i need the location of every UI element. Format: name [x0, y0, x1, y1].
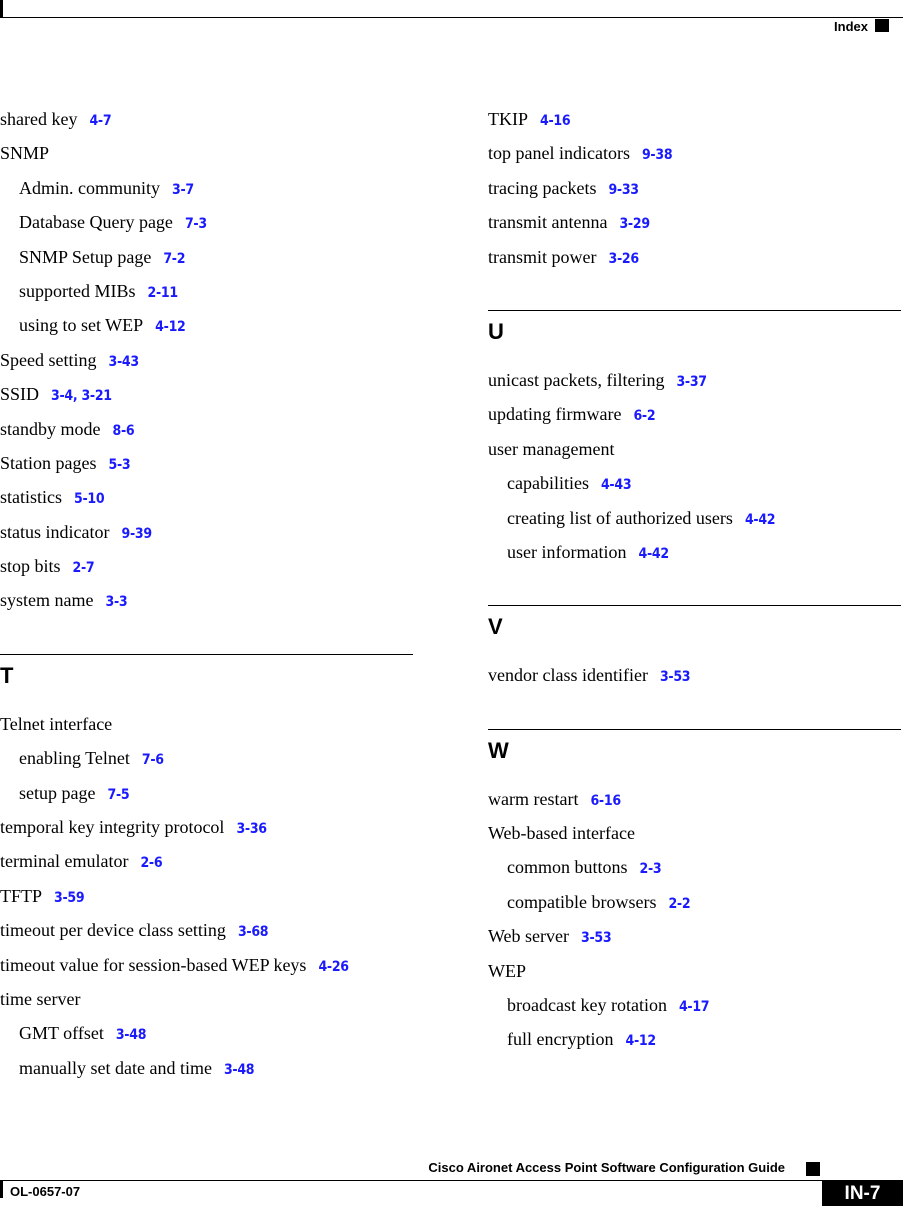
index-entry [0, 585, 413, 619]
index-entry [0, 379, 413, 413]
index-term: using to set WEP [19, 315, 144, 336]
index-term: statistics [0, 487, 62, 508]
index-term: enabling Telnet [19, 748, 130, 769]
index-entry [488, 399, 901, 433]
page-reference-link[interactable]: 6-16 [590, 792, 621, 809]
index-entry [488, 434, 901, 468]
index-entry [488, 956, 901, 990]
index-entry [0, 517, 413, 551]
header-title: Index [834, 19, 868, 34]
index-entry [488, 242, 901, 276]
section-letter: V [488, 614, 503, 640]
page-reference-link[interactable]: 4-7 [89, 113, 112, 129]
page-reference-link[interactable]: 2-7 [72, 560, 95, 577]
index-entry [488, 660, 901, 694]
page-reference-link[interactable]: 5-3 [108, 456, 131, 473]
index-term: time server [0, 988, 81, 1009]
index-entry [0, 846, 413, 880]
index-term: Admin. community [19, 177, 160, 198]
index-term: Web-based interface [488, 823, 635, 844]
section-heading [0, 654, 413, 709]
index-term: temporal key integrity protocol [0, 817, 225, 838]
index-subentry [488, 1024, 901, 1058]
index-entry [488, 365, 901, 399]
index-subentry [0, 1018, 413, 1052]
section-letter: W [488, 737, 509, 763]
page-reference-link[interactable]: 4-26 [318, 958, 349, 975]
index-term: top panel indicators [488, 143, 630, 164]
index-subentry [0, 1053, 413, 1087]
index-term: WEP [488, 960, 526, 981]
page-reference-link[interactable]: 2-11 [147, 284, 178, 301]
index-entry [0, 345, 413, 379]
index-term: vendor class identifier [488, 665, 648, 686]
footer-page-number: IN-7 [822, 1181, 903, 1206]
index-term: Station pages [0, 452, 97, 473]
index-term: Telnet interface [0, 713, 113, 734]
section-heading [488, 310, 901, 365]
index-term: common buttons [507, 857, 628, 878]
page-reference-link[interactable]: 2-6 [140, 855, 163, 872]
index-term: full encryption [507, 1029, 614, 1050]
header-rule [0, 17, 903, 18]
index-entry [488, 818, 901, 852]
index-entry [0, 812, 413, 846]
index-subentry [0, 743, 413, 777]
page-reference-link[interactable]: 4-42 [744, 511, 776, 528]
page-reference-link[interactable]: 7-2 [163, 250, 186, 267]
index-entry [0, 104, 413, 138]
page-reference-link[interactable]: 3-53 [581, 930, 612, 947]
index-term: standby mode [0, 418, 101, 439]
index-term: transmit antenna [488, 212, 608, 233]
page-reference-link[interactable]: 3-48 [115, 1027, 147, 1044]
index-entry [488, 921, 901, 955]
page-reference-link[interactable]: 3-29 [619, 216, 650, 233]
index-term: terminal emulator [0, 851, 129, 872]
page-reference-link[interactable]: 3-7 [172, 181, 194, 198]
footer-doc-number: OL-0657-07 [10, 1184, 81, 1199]
index-term: setup page [19, 782, 96, 803]
index-term: shared key [0, 109, 78, 129]
index-subentry [0, 207, 413, 241]
index-subentry [0, 242, 413, 276]
index-subentry [0, 173, 413, 207]
section-heading [488, 729, 901, 784]
page-reference-link[interactable]: 3-3 [105, 594, 128, 611]
index-term: status indicator [0, 521, 110, 542]
index-term: updating firmware [488, 404, 622, 425]
index-term: tracing packets [488, 177, 597, 198]
index-column-right [488, 104, 901, 1059]
page-reference-link[interactable]: 2-2 [668, 895, 691, 912]
page-reference-link[interactable]: 3-36 [236, 821, 267, 838]
page-reference-link[interactable]: 7-3 [184, 216, 207, 233]
page-reference-link[interactable]: 3-37 [676, 373, 707, 390]
index-term: SNMP [0, 143, 50, 164]
index-subentry [488, 468, 901, 502]
index-term: SSID [0, 384, 40, 405]
index-subentry [488, 990, 901, 1024]
index-term: TKIP [488, 109, 528, 129]
index-entry [0, 138, 413, 172]
section-gap [0, 620, 413, 654]
index-term: timeout per device class setting [0, 920, 226, 941]
index-term: user management [488, 438, 615, 459]
page-reference-link[interactable]: 5-10 [74, 491, 105, 508]
index-term: broadcast key rotation [507, 995, 667, 1016]
index-entry [0, 482, 413, 516]
index-term: compatible browsers [507, 891, 657, 912]
index-entry [0, 984, 413, 1018]
index-entry [0, 709, 413, 743]
index-term: Speed setting [0, 349, 97, 370]
index-entry [488, 104, 901, 138]
index-subentry [0, 276, 413, 310]
page-reference-link[interactable]: 4-42 [638, 545, 669, 562]
index-term: stop bits [0, 556, 61, 577]
page-reference-link[interactable]: 8-6 [112, 422, 135, 439]
page-reference-link[interactable]: 3-43 [108, 353, 139, 370]
index-entry [0, 881, 413, 915]
page-reference-link[interactable]: 9-33 [608, 181, 639, 198]
section-heading [488, 605, 901, 660]
page-reference-link[interactable]: 3-4, 3-21 [51, 388, 112, 405]
index-column-left [0, 104, 413, 1087]
index-subentry [0, 778, 413, 812]
index-term: supported MIBs [19, 280, 136, 301]
index-subentry [488, 503, 901, 537]
page-reference-link[interactable]: 7-5 [107, 786, 130, 803]
index-entry [488, 784, 901, 818]
page-reference-link[interactable]: 3-26 [608, 250, 639, 267]
section-gap [488, 276, 901, 310]
footer-guide-title: Cisco Aironet Access Point Software Configuration Guide [428, 1160, 785, 1175]
header-tick [0, 0, 3, 17]
index-subentry [488, 887, 901, 921]
index-entry [488, 207, 901, 241]
page-reference-link[interactable]: 3-68 [237, 924, 269, 941]
index-entry [488, 173, 901, 207]
page-reference-link[interactable]: 2-3 [639, 861, 662, 878]
index-entry [0, 448, 413, 482]
section-letter: T [0, 662, 14, 688]
index-term: system name [0, 590, 94, 611]
page-reference-link[interactable]: 6-2 [633, 408, 656, 425]
index-term: user information [507, 541, 627, 562]
index-term: GMT offset [19, 1023, 104, 1044]
index-entry [0, 551, 413, 585]
index-term: capabilities [507, 473, 589, 494]
page-reference-link[interactable]: 3-53 [659, 669, 691, 686]
index-term: SNMP Setup page [19, 246, 152, 267]
index-term: timeout value for session-based WEP keys [0, 954, 307, 975]
footer-tick [0, 1181, 3, 1198]
page-reference-link[interactable]: 3-59 [54, 889, 85, 906]
index-term: unicast packets, filtering [488, 369, 665, 390]
page-reference-link[interactable]: 4-17 [678, 999, 710, 1016]
footer-marker-box [806, 1162, 820, 1176]
index-term: Database Query page [19, 212, 173, 233]
page-reference-link[interactable]: 4-12 [155, 319, 186, 336]
page-reference-link[interactable]: 4-43 [600, 477, 632, 494]
page-reference-link[interactable]: 4-12 [625, 1033, 656, 1050]
index-entry [0, 950, 413, 984]
footer-rule [0, 1180, 903, 1181]
index-entry [0, 915, 413, 949]
index-term: TFTP [0, 885, 43, 906]
index-subentry [488, 537, 901, 571]
index-subentry [0, 310, 413, 344]
section-gap [488, 571, 901, 605]
index-term: manually set date and time [19, 1057, 212, 1078]
header-marker-box [875, 19, 889, 32]
page-reference-link[interactable]: 3-48 [223, 1061, 255, 1078]
page-reference-link[interactable]: 9-38 [641, 147, 673, 164]
section-gap [488, 695, 901, 729]
index-subentry [488, 852, 901, 886]
index-term: warm restart [488, 788, 579, 809]
page-reference-link[interactable]: 4-16 [540, 113, 571, 129]
index-term: Web server [488, 926, 570, 947]
section-letter: U [488, 318, 504, 344]
page-reference-link[interactable]: 9-39 [121, 525, 152, 542]
index-term: transmit power [488, 246, 597, 267]
index-entry [488, 138, 901, 172]
index-term: creating list of authorized users [507, 507, 733, 528]
index-entry [0, 414, 413, 448]
page-reference-link[interactable]: 7-6 [141, 752, 164, 769]
